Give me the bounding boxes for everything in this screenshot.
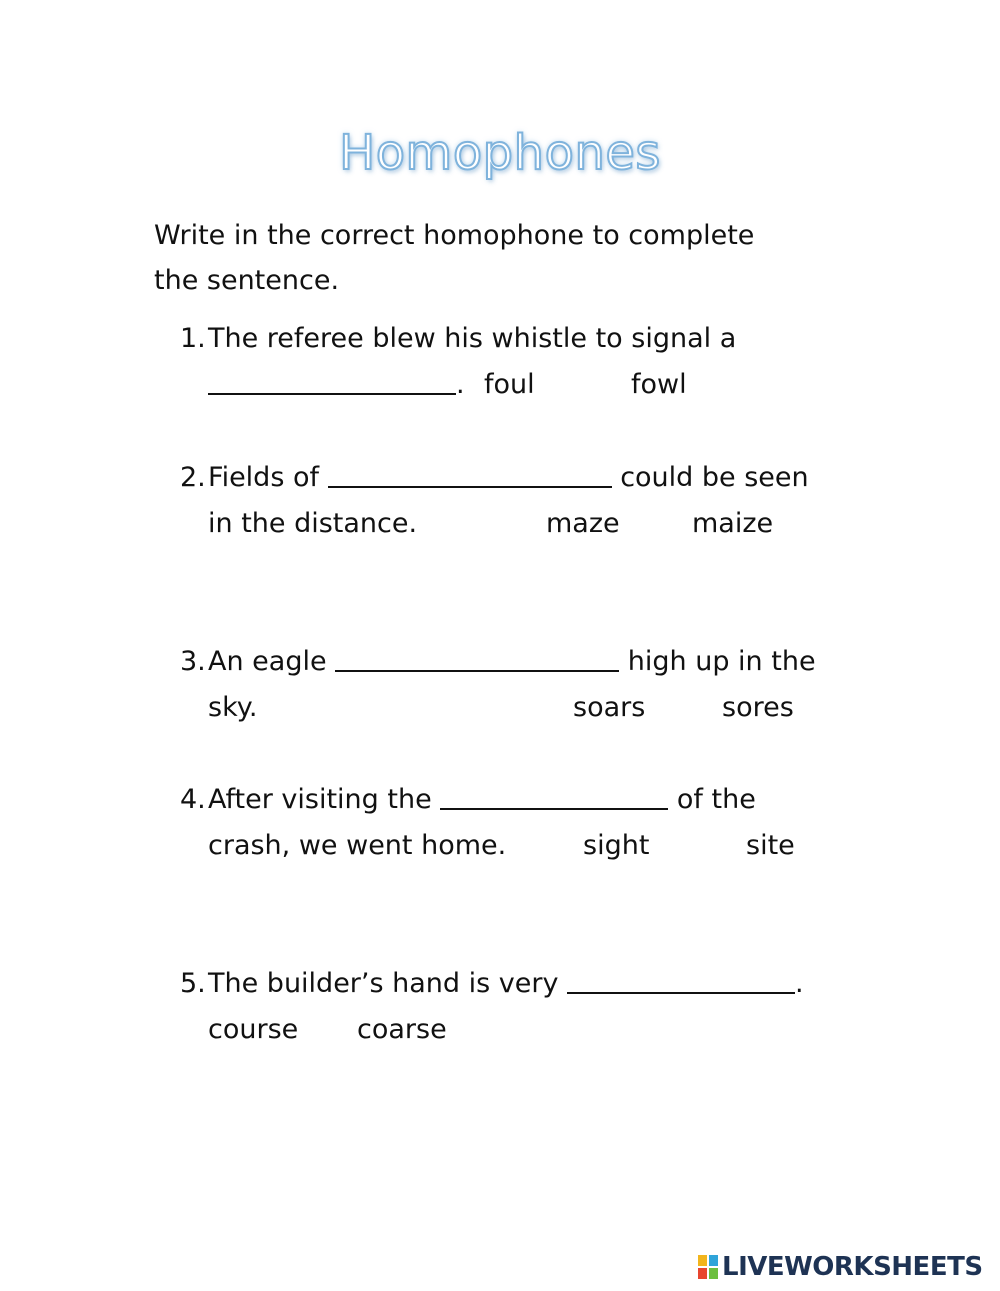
- option-word: sores: [722, 692, 794, 723]
- question-number: 3.: [180, 646, 206, 677]
- question-text-start: An eagle: [208, 646, 327, 677]
- liveworksheets-brand-text: LIVEWORKSHEETS: [722, 1252, 983, 1282]
- instructions-line-2: the sentence.: [154, 265, 340, 296]
- question-number: 5.: [180, 968, 206, 999]
- question-text: [208, 456, 809, 500]
- logo-square-icon: [708, 1254, 719, 1267]
- question-text-line-2: in the distance.: [208, 508, 418, 539]
- liveworksheets-logo: [697, 1250, 983, 1284]
- question-text: [208, 962, 804, 1006]
- answer-blank[interactable]: [328, 458, 612, 488]
- question-text: The referee blew his whistle to signal a: [208, 323, 737, 354]
- question-number: 1.: [180, 323, 206, 354]
- question-answer-line: [208, 363, 465, 407]
- option-word: coarse: [357, 1014, 447, 1045]
- question-number: 2.: [180, 462, 206, 493]
- question-text-end: high up in the: [627, 646, 816, 677]
- liveworksheets-logo-icon: [697, 1254, 719, 1280]
- option-word: soars: [573, 692, 646, 723]
- answer-blank[interactable]: [208, 365, 456, 395]
- question-text-start: Fields of: [208, 462, 319, 493]
- question-number: 4.: [180, 784, 206, 815]
- answer-blank[interactable]: [440, 780, 668, 810]
- logo-square-icon: [708, 1267, 719, 1280]
- question-text-start: The builder’s hand is very: [208, 968, 559, 999]
- instructions-line-1: Write in the correct homophone to complete: [154, 220, 755, 251]
- question-text-line-2: crash, we went home.: [208, 830, 507, 861]
- option-word: foul: [484, 369, 535, 400]
- worksheet-title: Homophones: [339, 125, 661, 181]
- option-word: maize: [692, 508, 774, 539]
- option-word: sight: [583, 830, 650, 861]
- option-word: site: [746, 830, 795, 861]
- question-text-end: .: [456, 369, 465, 400]
- question-text: [208, 640, 816, 684]
- logo-square-icon: [697, 1267, 708, 1280]
- option-word: course: [208, 1014, 299, 1045]
- question-text-end: could be seen: [620, 462, 809, 493]
- question-text-end: .: [795, 968, 804, 999]
- question-text-line-2: sky.: [208, 692, 258, 723]
- answer-blank[interactable]: [335, 642, 619, 672]
- question-text-start: After visiting the: [208, 784, 432, 815]
- question-text-end: of the: [676, 784, 756, 815]
- answer-blank[interactable]: [567, 964, 795, 994]
- option-word: fowl: [631, 369, 687, 400]
- question-text: [208, 778, 756, 822]
- option-word: maze: [546, 508, 620, 539]
- logo-square-icon: [697, 1254, 708, 1267]
